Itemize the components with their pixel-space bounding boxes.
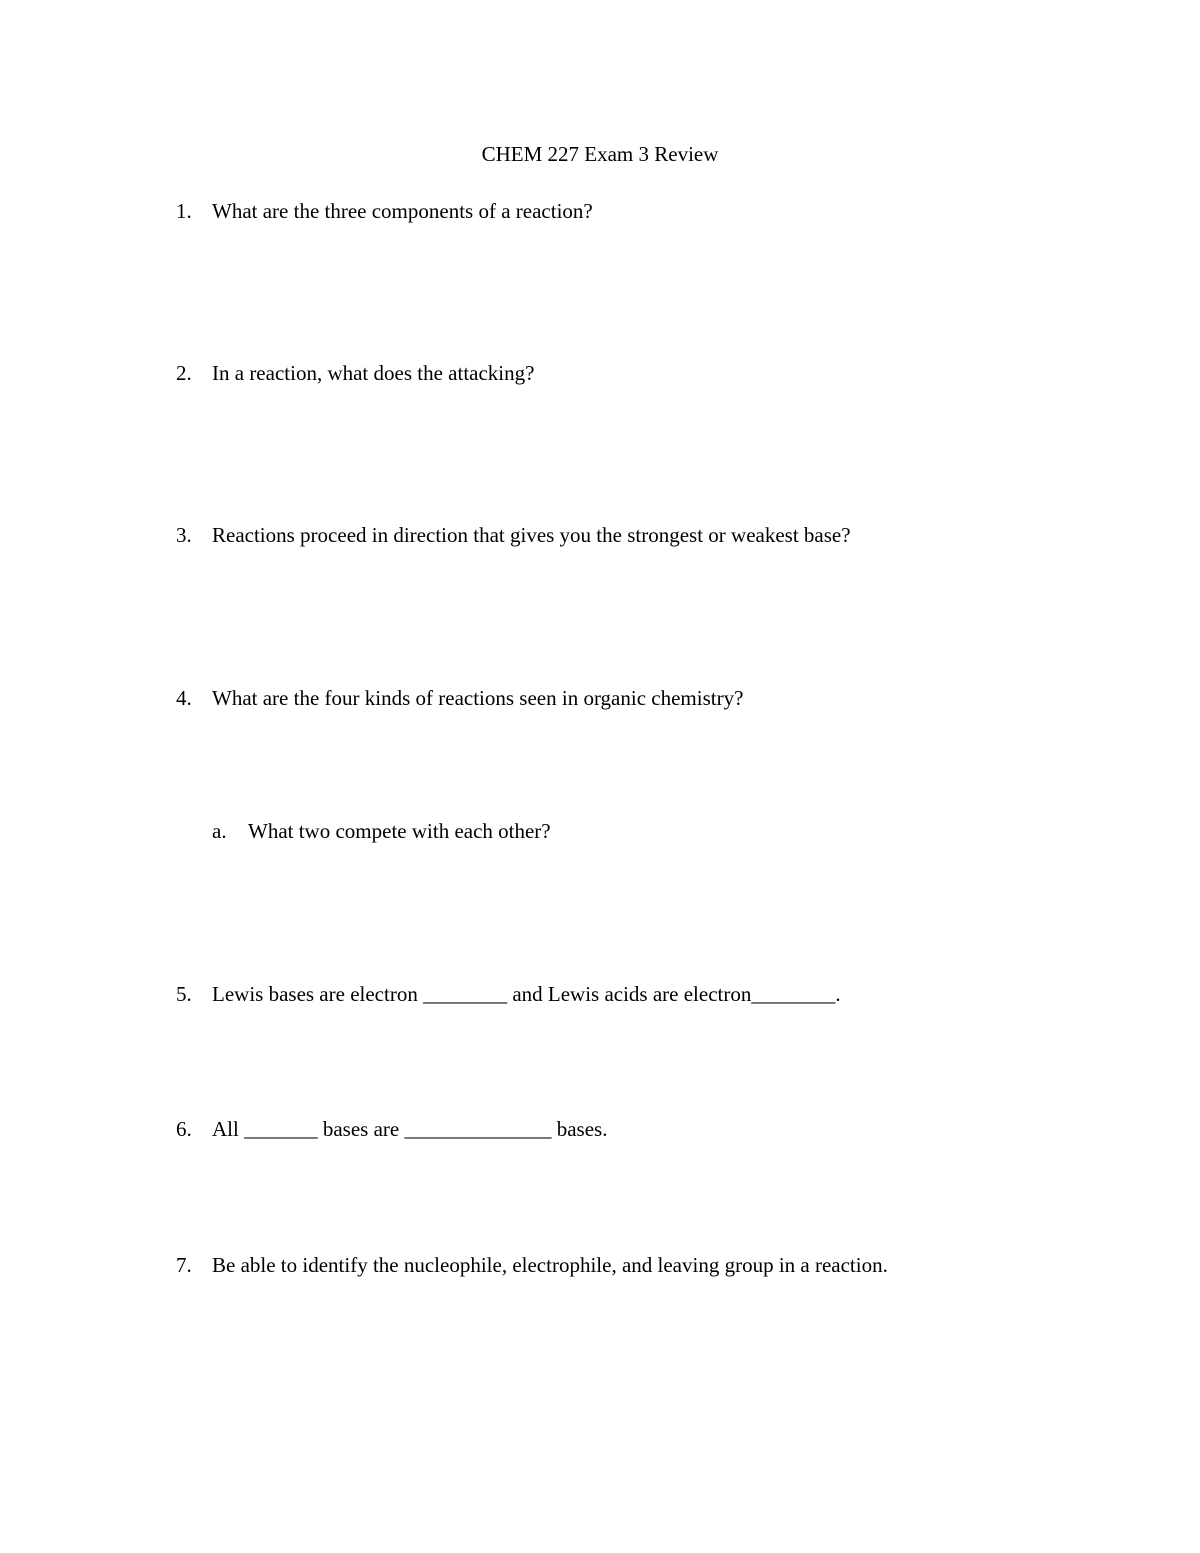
question-text: What are the three components of a reaction? (212, 199, 593, 223)
question-text: All _______ bases are ______________ bases. (212, 1117, 608, 1141)
question-text: What are the four kinds of reactions seen in organic chemistry? (212, 686, 744, 710)
question-text: In a reaction, what does the attacking? (212, 361, 535, 385)
question-number: 7. (176, 1253, 192, 1277)
question-number: 3. (176, 523, 192, 547)
page-title: CHEM 227 Exam 3 Review (481, 142, 719, 166)
question-text: Be able to identify the nucleophile, electrophile, and leaving group in a reaction. (212, 1253, 888, 1277)
question-number: 1. (176, 199, 192, 223)
subquestion-letter: a. (212, 819, 227, 843)
question-number: 6. (176, 1117, 192, 1141)
question-number: 4. (176, 686, 192, 710)
question-number: 5. (176, 982, 192, 1006)
subquestion-text: What two compete with each other? (248, 819, 551, 843)
question-number: 2. (176, 361, 192, 385)
question-text: Lewis bases are electron ________ and Lewis acids are electron________. (212, 982, 841, 1006)
question-text: Reactions proceed in direction that gives you the strongest or weakest base? (212, 523, 851, 547)
